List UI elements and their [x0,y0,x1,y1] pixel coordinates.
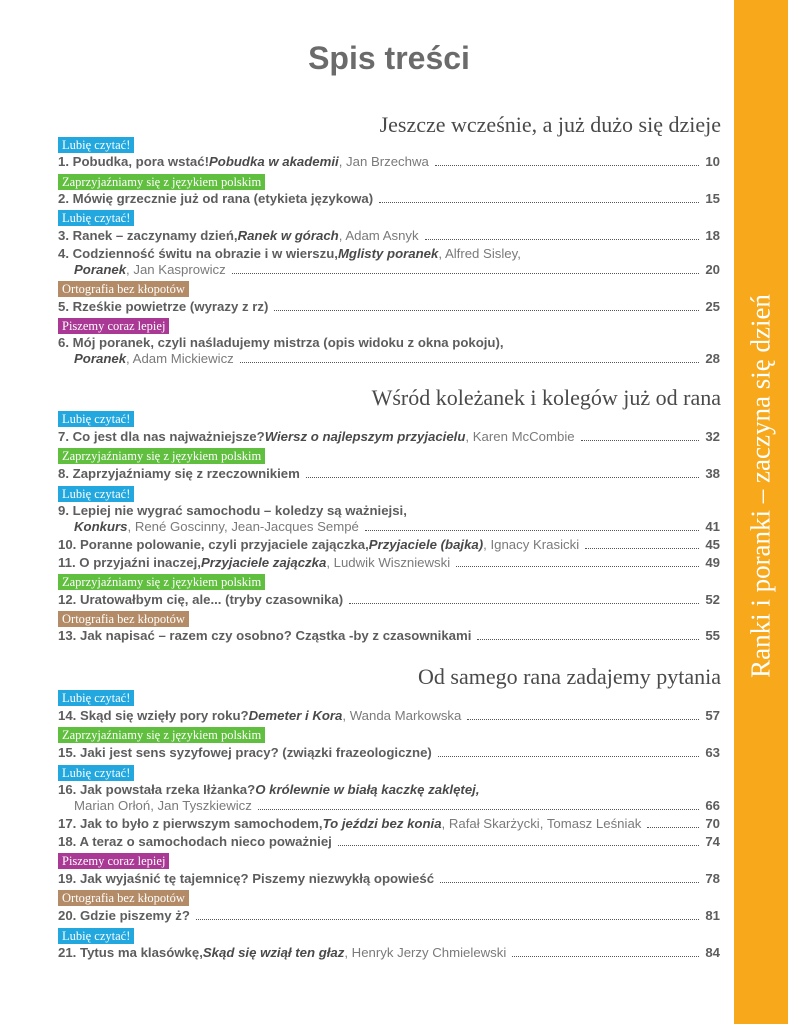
dot-leader [379,202,699,203]
section-title: Jeszcze wcześnie, a już dużo się dzieje [379,112,721,137]
category-tag: Lubię czytać! [58,928,134,944]
category-tag: Zaprzyjaźniamy się z językiem polskim [58,174,265,190]
toc-entry[interactable] [58,555,720,571]
category-tag: Lubię czytać! [58,411,134,427]
toc-entry[interactable] [58,816,720,832]
category-tag: Zaprzyjaźniamy się z językiem polskim [58,574,265,590]
author-name: , Adam Asnyk [338,228,419,243]
author-name: , Ludwik Wiszniewski [326,555,451,570]
work-title: Skąd się wziął ten głaz [202,945,345,960]
section-title: Od samego rana zadajemy pytania [418,664,721,689]
entry-title-text: 21. Tytus ma klasówkę, [58,945,203,960]
toc-entry[interactable] [58,503,720,535]
page-number: 55 [705,628,720,643]
toc-entry[interactable] [58,908,720,924]
page-number: 52 [705,592,720,607]
section-title: Wśród koleżanek i kolegów już od rana [371,385,721,410]
dot-leader [647,827,699,828]
side-tab [734,0,788,1024]
toc-entry[interactable] [58,834,720,850]
page-number: 49 [705,555,720,570]
author-name: , Alfred Sisley, [438,246,521,261]
toc-entry[interactable] [58,299,720,315]
dot-leader [274,310,699,311]
dot-leader [349,603,699,604]
dot-leader [581,440,700,441]
page-number: 78 [705,871,720,886]
page-number: 20 [705,262,720,277]
work-title: O królewnie w białą kaczkę zaklętej, [255,782,480,797]
author-name: , Adam Mickiewicz [126,351,234,366]
category-tag: Ortografia bez kłopotów [58,611,189,627]
category-tag: Lubię czytać! [58,210,134,226]
author-name: , René Goscinny, Jean-Jacques Sempé [127,519,359,534]
entry-title-text: 2. Mówię grzecznie już od rana (etykieta językowa) [58,191,374,206]
entry-title-text: 13. Jak napisać – razem czy osobno? Cząstka -by z czasownikami [58,628,472,643]
dot-leader [425,239,700,240]
work-title: Konkurs [74,519,128,534]
toc-entry[interactable] [58,782,720,814]
dot-leader [258,809,699,810]
page-number: 41 [705,519,720,534]
page-number: 63 [705,745,720,760]
entry-title-text: 9. Lepiej nie wygrać samochodu – koledzy są ważniejsi, [58,503,407,518]
author-name: , Karen McCombie [465,429,575,444]
toc-entry[interactable] [58,871,720,887]
entry-title-text: 3. Ranek – zaczynamy dzień, [58,228,238,243]
category-tag: Piszemy coraz lepiej [58,318,169,334]
dot-leader [365,530,699,531]
entry-title-text: 11. O przyjaźni inaczej, [58,555,201,570]
entry-title-text: 1. Pobudka, pora wstać! [58,154,209,169]
dot-leader [438,756,700,757]
page-number: 70 [705,816,720,831]
dot-leader [456,566,699,567]
category-tag: Piszemy coraz lepiej [58,853,169,869]
entry-title-text: 10. Poranne polowanie, czyli przyjaciele zajączka, [58,537,369,552]
work-title: Pobudka w akademii [208,154,339,169]
page-number: 25 [705,299,720,314]
entry-title-text: 15. Jaki jest sens syzyfowej pracy? (związki frazeologiczne) [58,745,432,760]
entry-title-text: 16. Jak powstała rzeka Iłżanka? [58,782,256,797]
toc-entry[interactable] [58,745,720,761]
page-number: 15 [705,191,720,206]
toc-entry[interactable] [58,154,720,170]
work-title: Przyjaciele zajączka [200,555,327,570]
toc-entry[interactable] [58,228,720,244]
toc-entry[interactable] [58,191,720,207]
entry-title-text: 6. Mój poranek, czyli naśladujemy mistrza (opis widoku z okna pokoju), [58,335,504,350]
dot-leader [240,362,700,363]
author-name: , Wanda Markowska [342,708,462,723]
dot-leader [440,882,699,883]
page-number: 66 [705,798,720,813]
toc-entry[interactable] [58,429,720,445]
dot-leader [585,548,699,549]
entry-title-text: 17. Jak to było z pierwszym samochodem, [58,816,323,831]
dot-leader [196,919,699,920]
category-tag: Ortografia bez kłopotów [58,281,189,297]
entry-title-text: 4. Codzienność świtu na obrazie i w wierszu, [58,246,338,261]
toc-entry[interactable] [58,466,720,482]
entry-title-text: 14. Skąd się wzięły pory roku? [58,708,249,723]
work-title: Mglisty poranek [337,246,439,261]
work-title: Demeter i Kora [248,708,343,723]
author-name: , Rafał Skarżycki, Tomasz Leśniak [441,816,642,831]
category-tag: Ortografia bez kłopotów [58,890,189,906]
work-title: Ranek w górach [237,228,339,243]
author-name: Marian Orłoń, Jan Tyszkiewicz [74,798,252,813]
entry-title-text: 18. A teraz o samochodach nieco poważniej [58,834,332,849]
toc-entry[interactable] [58,246,720,278]
toc-entry[interactable] [58,592,720,608]
page-title: Spis treści [308,40,470,76]
dot-leader [338,845,699,846]
author-name: , Henryk Jerzy Chmielewski [344,945,507,960]
entry-title-text: 8. Zaprzyjaźniamy się z rzeczownikiem [58,466,300,481]
dot-leader [435,165,699,166]
page-number: 18 [705,228,720,243]
work-title: Wiersz o najlepszym przyjacielu [264,429,466,444]
dot-leader [467,719,699,720]
work-title: Przyjaciele (bajka) [368,537,484,552]
page-number: 84 [705,945,720,960]
category-tag: Zaprzyjaźniamy się z językiem polskim [58,727,265,743]
page-number: 45 [705,537,720,552]
work-title: Poranek [74,351,127,366]
toc-entry[interactable] [58,335,720,367]
entry-title-text: 5. Rześkie powietrze (wyrazy z rz) [58,299,269,314]
dot-leader [306,477,699,478]
page-number: 57 [705,708,720,723]
page-number: 74 [705,834,720,849]
page-number: 38 [705,466,720,481]
entry-title-text: 7. Co jest dla nas najważniejsze? [58,429,265,444]
page-number: 81 [705,908,720,923]
entry-title-text: 12. Uratowałbym cię, ale... (tryby czasownika) [58,592,344,607]
dot-leader [477,639,699,640]
author-name: , Ignacy Krasicki [483,537,580,552]
category-tag: Lubię czytać! [58,486,134,502]
category-tag: Zaprzyjaźniamy się z językiem polskim [58,448,265,464]
toc-entry[interactable] [58,628,720,644]
page-number: 28 [705,351,720,366]
toc-entry[interactable] [58,708,720,724]
work-title: Poranek [74,262,127,277]
dot-leader [232,273,700,274]
author-name: , Jan Brzechwa [338,154,429,169]
entry-title-text: 20. Gdzie piszemy ż? [58,908,190,923]
dot-leader [512,956,699,957]
page-number: 10 [705,154,720,169]
page-number: 32 [705,429,720,444]
category-tag: Lubię czytać! [58,137,134,153]
toc-entry[interactable] [58,945,720,961]
category-tag: Lubię czytać! [58,765,134,781]
author-name: , Jan Kasprowicz [126,262,226,277]
toc-entry[interactable] [58,537,720,553]
work-title: To jeździ bez konia [322,816,442,831]
side-tab-title: Ranki i poranki – zaczyna się dzień [745,294,776,678]
category-tag: Lubię czytać! [58,690,134,706]
entry-title-text: 19. Jak wyjaśnić tę tajemnicę? Piszemy niezwykłą opowieść [58,871,435,886]
